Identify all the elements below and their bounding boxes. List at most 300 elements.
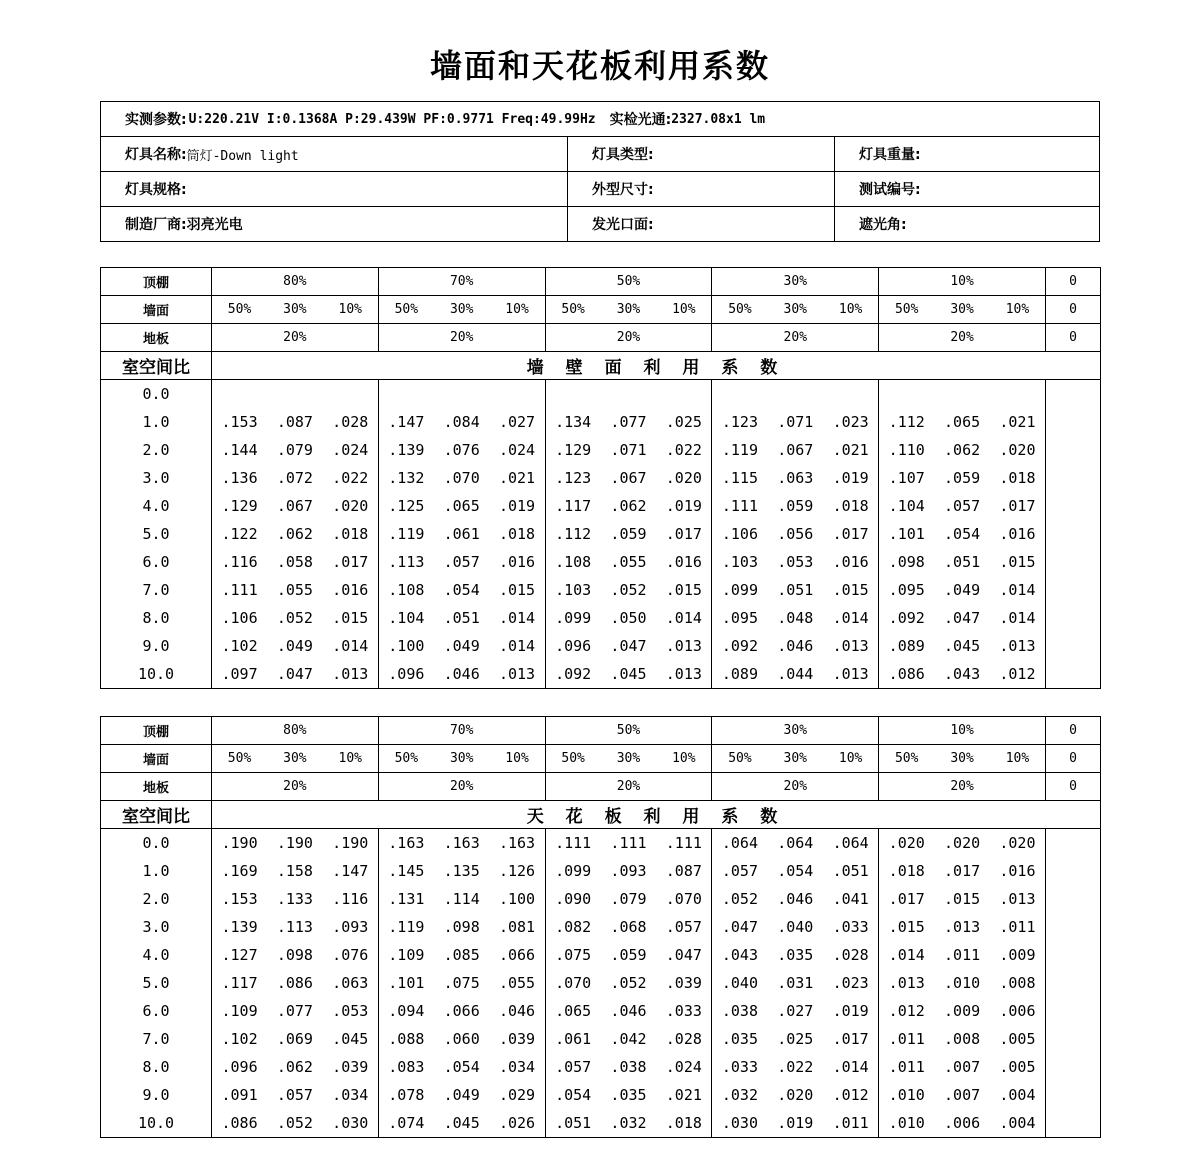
floor-reflectance: 20% [545,773,712,801]
coefficient-cell [434,380,490,409]
coefficient-cell: .111 [712,492,768,520]
weight-label: 灯具重量: [859,147,921,163]
test-no-label: 测试编号: [859,182,921,198]
coefficient-cell: .029 [498,1086,536,1104]
coefficient-cell: .081 [498,918,536,936]
coefficient-cell: .071 [777,413,814,431]
coefficient-cell: .016 [665,553,702,571]
last-col-cell [1045,857,1100,885]
room-cavity-ratio: 10.0 [101,660,212,689]
coefficient-cell: .096 [212,1053,268,1081]
coefficient-cell: .017 [944,862,981,880]
coefficient-cell: .015 [332,609,369,627]
coefficient-cell: .021 [665,1086,702,1104]
coefficient-cell: .144 [212,436,268,464]
coefficient-cell: .083 [378,1053,434,1081]
coefficient-cell [378,380,434,409]
coefficient-cell: .117 [545,492,601,520]
last-col-cell [1045,492,1100,520]
coefficient-cell: .110 [879,436,935,464]
last-col-cell [1045,1025,1100,1053]
coefficient-cell: .112 [545,520,601,548]
coefficient-cell: .013 [832,637,869,655]
rcr-label: 室空间比 [101,801,212,829]
last-col-cell [1045,1053,1100,1081]
coefficient-cell: .065 [944,413,981,431]
coefficient-cell: .061 [443,525,480,543]
coefficient-cell: .022 [777,1058,814,1076]
table-row [101,604,1101,632]
coefficient-cell: .067 [777,441,814,459]
coefficient-cell: .030 [712,1109,768,1138]
ceiling-reflectance: 30% [712,268,879,296]
ceiling-reflectance: 10% [879,268,1046,296]
coefficient-cell: .020 [944,834,981,852]
coefficient-cell: .112 [879,408,935,436]
coefficient-cell: .139 [212,913,268,941]
coefficient-cell: .049 [443,1086,480,1104]
coefficient-cell: .024 [665,1058,702,1076]
coefficient-cell: .048 [777,609,814,627]
table-row [101,1025,1101,1053]
coefficient-cell: .032 [712,1081,768,1109]
coefficient-cell: .066 [443,1002,480,1020]
last-col-cell [1045,464,1100,492]
measured-value: U:220.21V I:0.1368A P:29.439W PF:0.9771 Freq:49.99Hz [188,111,596,127]
coefficient-cell: .022 [332,469,369,487]
coefficient-cell: .006 [999,1002,1036,1020]
coefficient-cell: .095 [879,576,935,604]
wall-reflectance: 10% [823,296,879,324]
coefficient-cell: .097 [212,660,268,689]
floor-reflectance-row [101,324,1101,352]
wall-reflectance: 10% [323,296,379,324]
coefficient-cell: .153 [212,408,268,436]
table-row [101,1053,1101,1081]
section-title-row [101,352,1101,380]
coefficient-cell: .016 [498,553,536,571]
last-col-cell [1045,913,1100,941]
ceiling-reflectance: 70% [378,717,545,745]
coefficient-cell: .046 [777,890,814,908]
coefficient-cell: .012 [832,1086,869,1104]
table-row [101,913,1101,941]
measured-row [101,102,1099,137]
coefficient-cell: .058 [276,553,313,571]
ceiling-reflectance: 80% [212,717,379,745]
coefficient-cell [212,380,268,409]
coefficient-cell: .125 [378,492,434,520]
room-cavity-ratio: 4.0 [101,492,212,520]
coefficient-cell: .163 [443,834,480,852]
coefficient-cell: .062 [610,497,647,515]
last-col-cell [1045,520,1100,548]
wall-reflectance: 30% [601,296,657,324]
coefficient-cell: .051 [944,553,981,571]
coefficient-cell: .057 [545,1053,601,1081]
coefficient-cell: .054 [443,1058,480,1076]
coefficient-cell: .086 [276,974,313,992]
coefficient-cell: .045 [601,660,657,689]
ceiling-label: 顶棚 [101,717,212,745]
ceiling-utilization-table [100,716,1101,1138]
coefficient-cell: .025 [665,413,702,431]
coefficient-cell: .039 [498,1030,536,1048]
coefficient-cell: .023 [832,413,869,431]
last-col-cell [1045,660,1100,689]
coefficient-cell: .087 [276,413,313,431]
coefficient-cell: .043 [934,660,990,689]
coefficient-cell: .123 [712,408,768,436]
room-cavity-ratio: 1.0 [101,408,212,436]
coefficient-cell: .158 [276,862,313,880]
coefficient-cell [767,380,823,409]
coefficient-cell: .011 [999,918,1036,936]
last-col-value: 0 [1045,773,1100,801]
coefficient-cell: .014 [832,1058,869,1076]
coefficient-cell: .070 [545,969,601,997]
coefficient-cell: .010 [879,1109,935,1138]
coefficient-cell: .076 [332,946,369,964]
floor-reflectance: 20% [545,324,712,352]
coefficient-cell: .076 [443,441,480,459]
coefficient-cell: .119 [378,913,434,941]
coefficient-cell: .012 [879,997,935,1025]
table-row [101,660,1101,689]
coefficient-cell: .064 [712,829,768,858]
coefficient-cell: .021 [832,441,869,459]
coefficient-cell: .050 [610,609,647,627]
coefficient-cell: .052 [610,974,647,992]
coefficient-cell: .014 [498,637,536,655]
coefficient-cell: .049 [276,637,313,655]
coefficient-cell: .064 [777,834,814,852]
wall-reflectance: 50% [712,745,768,773]
coefficient-cell: .047 [610,637,647,655]
coefficient-cell: .055 [610,553,647,571]
flux-label: 实检光通: [609,112,672,128]
coefficient-cell: .126 [498,862,536,880]
coefficient-cell: .017 [879,885,935,913]
coefficient-cell: .022 [665,441,702,459]
coefficient-cell: .057 [712,857,768,885]
coefficient-cell: .020 [999,441,1036,459]
coefficient-cell: .006 [934,1109,990,1138]
coefficient-cell: .059 [610,946,647,964]
wall-reflectance: 50% [712,296,768,324]
coefficient-cell: .011 [879,1025,935,1053]
coefficient-cell: .015 [999,553,1036,571]
coefficient-cell: .101 [879,520,935,548]
wall-reflectance: 30% [767,745,823,773]
coefficient-cell: .009 [999,946,1036,964]
ceiling-reflectance: 70% [378,268,545,296]
last-col-cell [1045,885,1100,913]
spec-cell [101,172,567,206]
coefficient-cell: .093 [332,918,369,936]
coefficient-cell: .053 [332,1002,369,1020]
coefficient-cell: .013 [323,660,379,689]
wall-reflectance: 50% [212,745,268,773]
coefficient-cell: .085 [443,946,480,964]
coefficient-cell: .103 [712,548,768,576]
size-cell [567,172,834,206]
coefficient-cell: .099 [712,576,768,604]
coefficient-cell: .093 [610,862,647,880]
coefficient-cell: .116 [332,890,369,908]
wall-reflectance: 10% [990,745,1046,773]
coefficient-cell: .153 [212,885,268,913]
coefficient-cell: .023 [832,974,869,992]
wall-reflectance: 10% [489,296,545,324]
coefficient-cell: .014 [332,637,369,655]
coefficient-cell: .013 [944,918,981,936]
coefficient-cell: .045 [434,1109,490,1138]
type-cell [567,137,834,171]
coefficient-cell: .020 [332,497,369,515]
measured-cell [101,102,1099,136]
coefficient-cell: .088 [378,1025,434,1053]
coefficient-cell: .059 [777,497,814,515]
coefficient-cell: .075 [545,941,601,969]
coefficient-cell: .027 [777,1002,814,1020]
coefficient-cell: .011 [879,1053,935,1081]
coefficient-cell: .052 [610,581,647,599]
coefficient-cell: .033 [832,918,869,936]
ceiling-reflectance: 50% [545,268,712,296]
ceiling-reflectance: 30% [712,717,879,745]
last-col-cell [1045,969,1100,997]
coefficient-cell: .045 [944,637,981,655]
floor-reflectance: 20% [378,773,545,801]
wall-reflectance: 50% [378,745,434,773]
coefficient-cell: .114 [443,890,480,908]
last-col-value: 0 [1045,296,1100,324]
coefficient-cell: .089 [879,632,935,660]
wall-reflectance: 10% [323,745,379,773]
coefficient-cell: .021 [498,469,536,487]
coefficient-cell: .133 [276,890,313,908]
coefficient-cell: .010 [879,1081,935,1109]
coefficient-cell: .113 [378,548,434,576]
table-row [101,997,1101,1025]
coefficient-cell: .065 [545,997,601,1025]
coefficient-cell: .014 [879,941,935,969]
coefficient-cell: .018 [879,857,935,885]
coefficient-cell: .092 [545,660,601,689]
coefficient-cell: .116 [212,548,268,576]
coefficient-cell [934,380,990,409]
coefficient-cell: .102 [212,632,268,660]
room-cavity-ratio: 0.0 [101,829,212,858]
coefficient-cell: .013 [656,660,712,689]
table-row [101,1109,1101,1138]
last-col-cell [1045,632,1100,660]
wall-reflectance: 50% [378,296,434,324]
coefficient-cell: .111 [610,834,647,852]
last-col-cell [1045,604,1100,632]
coefficient-cell: .038 [610,1058,647,1076]
coefficient-cell: .008 [944,1030,981,1048]
coefficient-cell: .018 [332,525,369,543]
coefficient-cell: .044 [767,660,823,689]
coefficient-cell: .078 [378,1081,434,1109]
coefficient-cell: .030 [323,1109,379,1138]
room-cavity-ratio: 3.0 [101,464,212,492]
coefficient-cell: .042 [610,1030,647,1048]
coefficient-cell: .014 [999,609,1036,627]
last-col-cell [1045,1081,1100,1109]
coefficient-cell: .102 [212,1025,268,1053]
coefficient-cell: .109 [212,997,268,1025]
room-cavity-ratio: 10.0 [101,1109,212,1138]
coefficient-cell: .039 [332,1058,369,1076]
coefficient-cell: .004 [990,1109,1046,1138]
room-cavity-ratio: 4.0 [101,941,212,969]
coefficient-cell: .052 [276,609,313,627]
wall-reflectance: 50% [545,745,601,773]
coefficient-cell: .016 [332,581,369,599]
coefficient-cell: .047 [267,660,323,689]
coefficient-cell: .040 [712,969,768,997]
floor-reflectance: 20% [879,773,1046,801]
coefficient-cell: .057 [443,553,480,571]
coefficient-cell: .051 [443,609,480,627]
table-row [101,941,1101,969]
coefficient-cell: .084 [443,413,480,431]
coefficient-cell: .013 [665,637,702,655]
coefficient-cell: .055 [276,581,313,599]
coefficient-cell: .163 [378,829,434,858]
coefficient-cell: .068 [610,918,647,936]
coefficient-cell: .013 [999,890,1036,908]
coefficient-cell: .104 [378,604,434,632]
coefficient-cell: .018 [832,497,869,515]
table-row [101,632,1101,660]
last-col-cell [1045,436,1100,464]
ceiling-reflectance: 10% [879,717,1046,745]
coefficient-cell: .147 [332,862,369,880]
room-cavity-ratio: 6.0 [101,548,212,576]
wall-reflectance: 50% [879,296,935,324]
flux-value: 2327.08x1 lm [671,111,766,127]
wall-reflectance-row [101,745,1101,773]
table-row [101,408,1101,436]
floor-label: 地板 [101,773,212,801]
floor-label: 地板 [101,324,212,352]
coefficient-cell: .079 [276,441,313,459]
coefficient-cell: .019 [767,1109,823,1138]
coefficient-cell: .096 [378,660,434,689]
coefficient-cell: .005 [999,1058,1036,1076]
maker-label: 制造厂商: [125,217,187,233]
coefficient-cell: .057 [276,1086,313,1104]
coefficient-cell: .041 [832,890,869,908]
coefficient-cell: .018 [656,1109,712,1138]
coefficient-cell: .113 [276,918,313,936]
coefficient-cell: .098 [879,548,935,576]
coefficient-cell: .017 [999,497,1036,515]
maker-value: 羽亮光电 [186,217,243,233]
coefficient-cell: .169 [212,857,268,885]
coefficient-cell: .013 [879,969,935,997]
room-cavity-ratio: 2.0 [101,885,212,913]
coefficient-cell: .129 [545,436,601,464]
maker-row [101,207,1099,241]
emit-cell [567,207,834,241]
coefficient-cell: .049 [443,637,480,655]
table-row [101,380,1101,409]
coefficient-cell: .015 [498,581,536,599]
coefficient-cell: .021 [999,413,1036,431]
coefficient-cell: .019 [832,1002,869,1020]
wall-reflectance: 10% [656,745,712,773]
coefficient-cell: .111 [665,834,702,852]
coefficient-cell: .020 [999,834,1036,852]
coefficient-cell: .032 [601,1109,657,1138]
ceiling-label: 顶棚 [101,268,212,296]
wall-reflectance: 50% [212,296,268,324]
coefficient-cell: .017 [832,525,869,543]
wall-reflectance: 50% [879,745,935,773]
coefficient-cell: .016 [999,525,1036,543]
coefficient-cell: .119 [378,520,434,548]
coefficient-cell: .069 [276,1030,313,1048]
last-col-value: 0 [1045,268,1100,296]
coefficient-cell: .082 [545,913,601,941]
coefficient-cell: .028 [332,413,369,431]
coefficient-cell: .007 [944,1086,981,1104]
coefficient-cell: .014 [665,609,702,627]
coefficient-cell: .009 [944,1002,981,1020]
coefficient-cell: .054 [777,862,814,880]
coefficient-cell: .054 [944,525,981,543]
coefficient-cell: .136 [212,464,268,492]
last-col-cell [1045,997,1100,1025]
last-col-cell [1045,829,1100,858]
coefficient-cell: .034 [498,1058,536,1076]
coefficient-cell: .020 [665,469,702,487]
coefficient-cell: .015 [879,913,935,941]
coefficient-cell: .071 [610,441,647,459]
coefficient-cell: .115 [712,464,768,492]
coefficient-cell: .026 [489,1109,545,1138]
coefficient-cell: .089 [712,660,768,689]
coefficient-cell: .075 [443,974,480,992]
coefficient-cell [489,380,545,409]
coefficient-cell: .099 [545,604,601,632]
coefficient-cell: .019 [832,469,869,487]
coefficient-cell [879,380,935,409]
page-title: 墙面和天花板利用系数 [429,47,770,85]
wall-reflectance: 30% [934,296,990,324]
coefficient-cell: .123 [545,464,601,492]
coefficient-cell: .062 [276,1058,313,1076]
coefficient-cell: .047 [944,609,981,627]
coefficient-cell: .007 [944,1058,981,1076]
coefficient-cell: .098 [276,946,313,964]
coefficient-cell: .094 [378,997,434,1025]
coefficient-cell: .070 [665,890,702,908]
section-title: 墙 壁 面 利 用 系 数 [212,352,1101,380]
shield-label: 遮光角: [859,217,907,233]
coefficient-cell: .163 [498,834,536,852]
coefficient-cell: .100 [378,632,434,660]
coefficient-cell: .079 [610,890,647,908]
coefficient-cell: .014 [498,609,536,627]
floor-reflectance: 20% [212,773,379,801]
coefficient-cell: .059 [610,525,647,543]
